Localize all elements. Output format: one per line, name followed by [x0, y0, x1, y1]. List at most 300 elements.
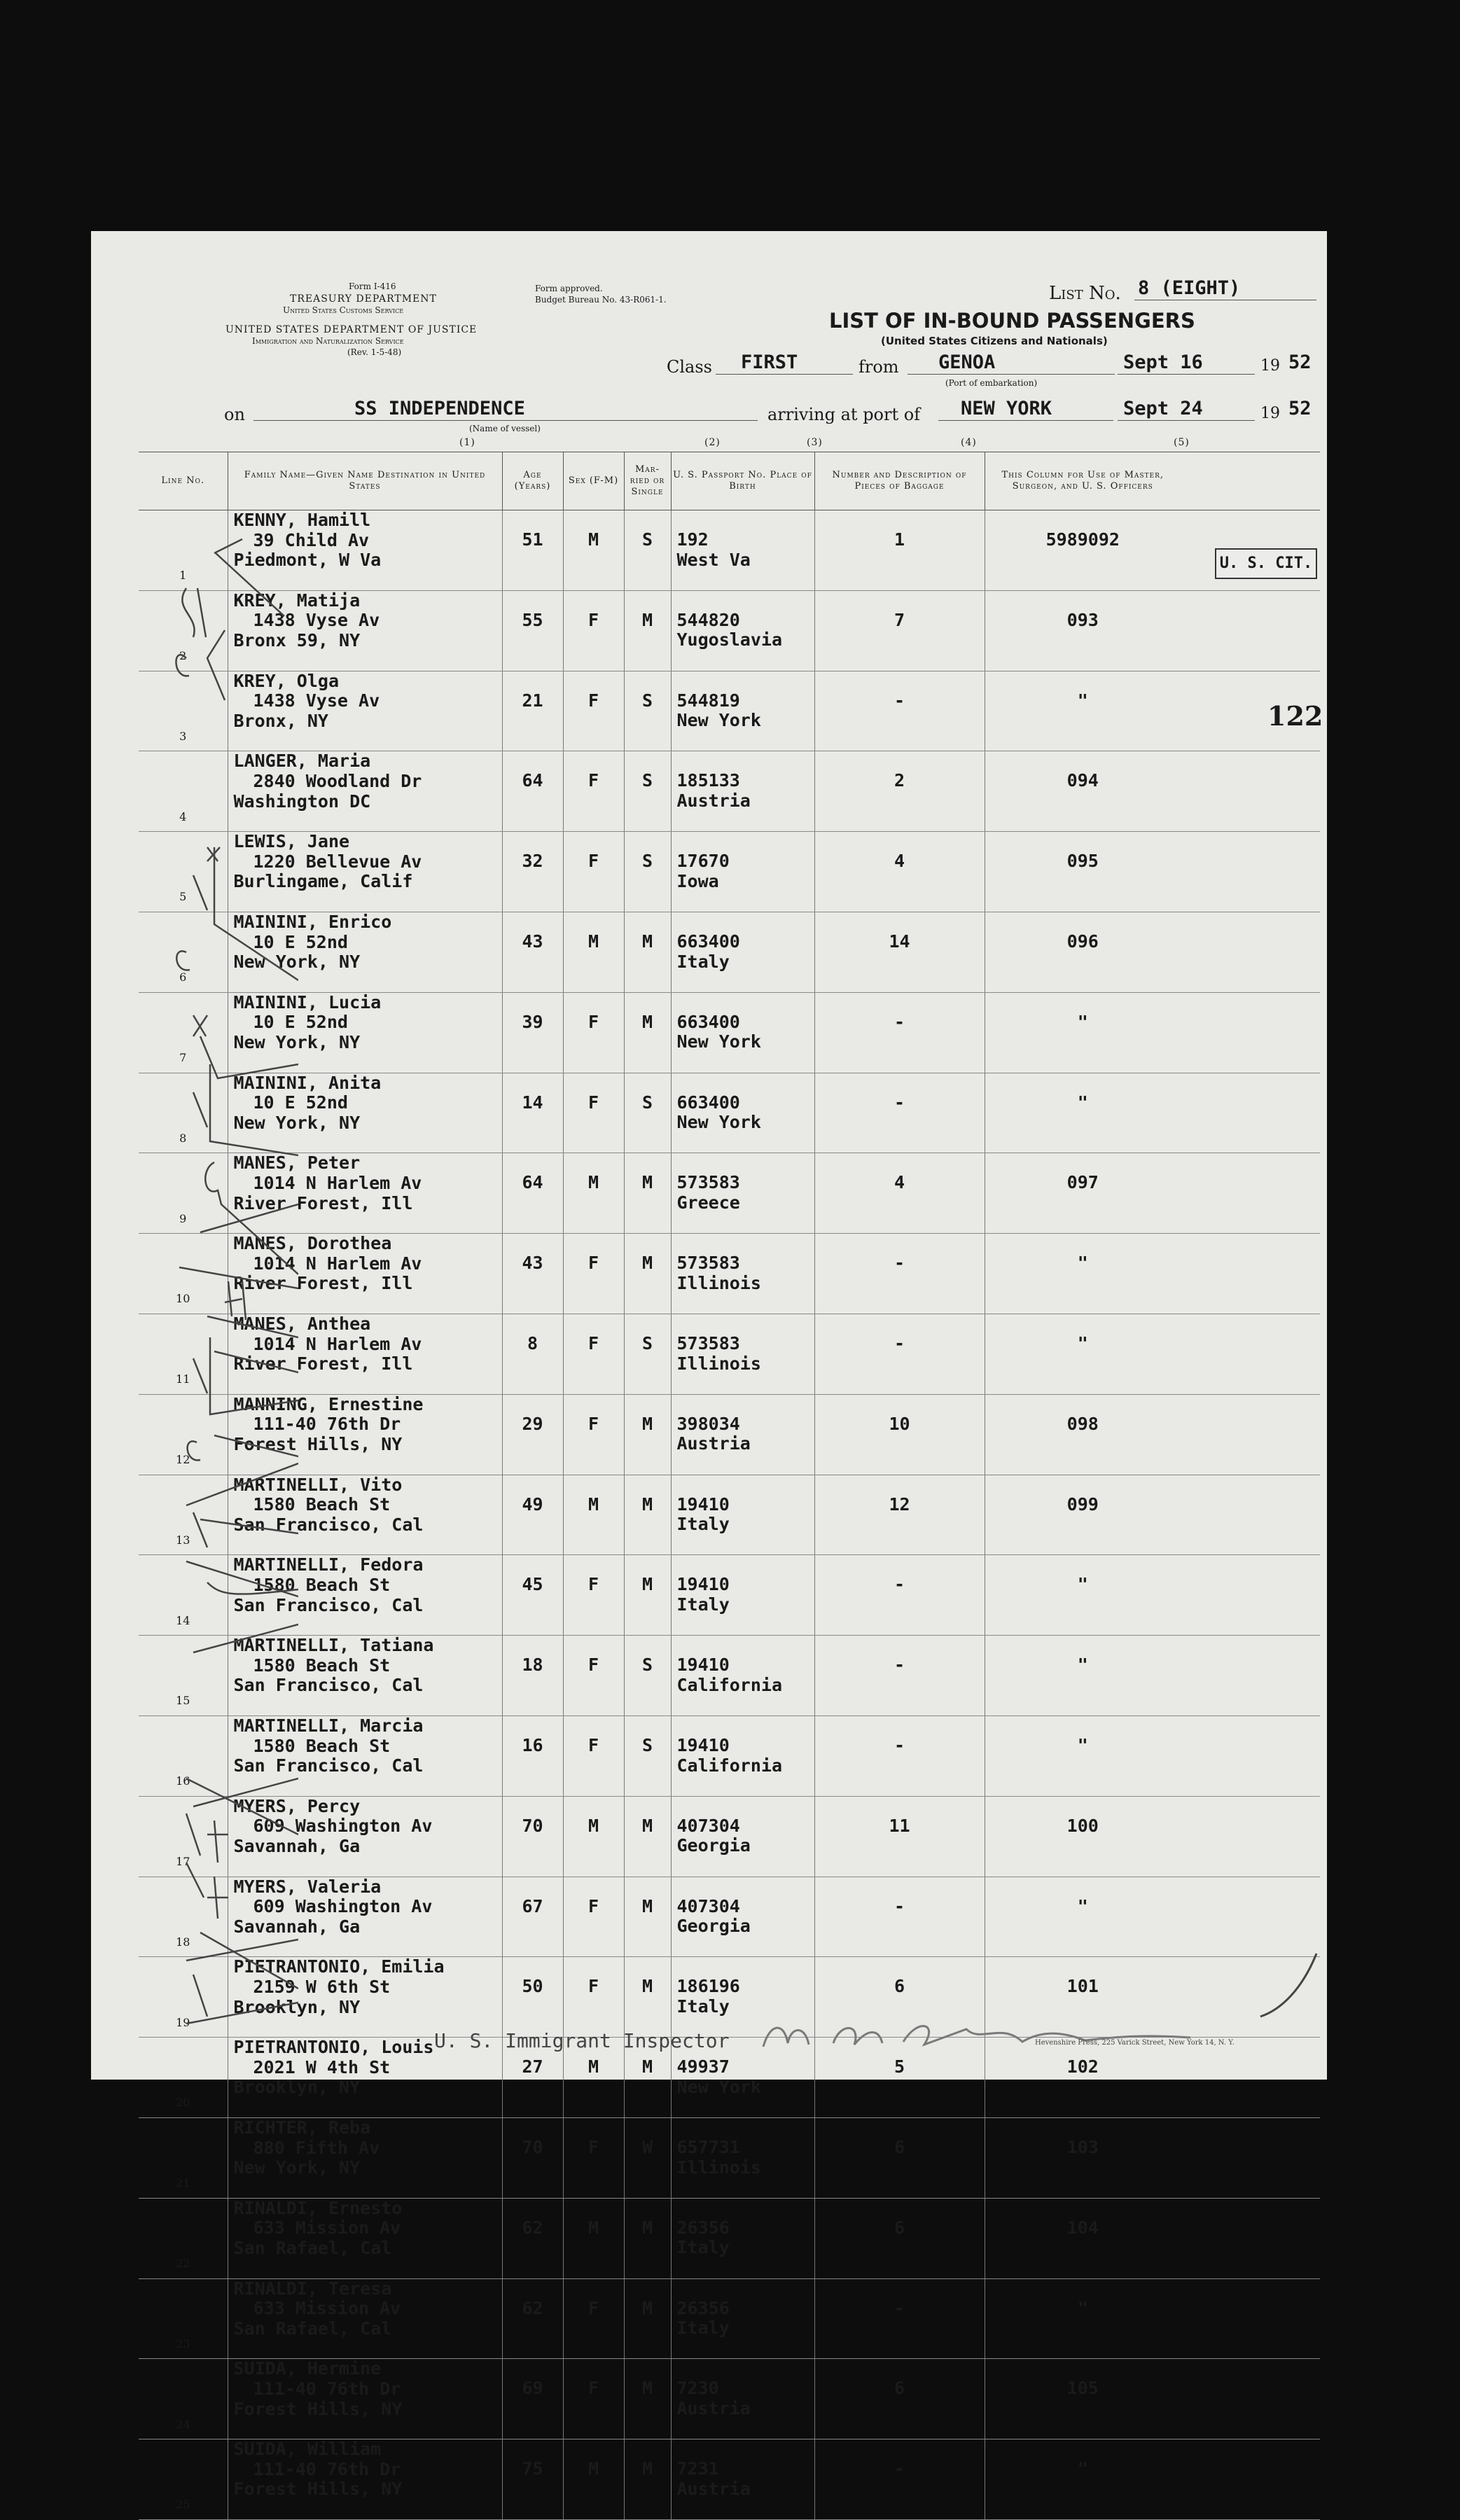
passenger-name: SUIDA, William	[233, 2439, 382, 2460]
age-cell: 49	[502, 1475, 563, 1555]
line-number: 17	[176, 1854, 190, 1868]
table-row	[139, 832, 1320, 912]
passenger-name: RICHTER, Reba	[233, 2117, 371, 2138]
line-number: 9	[179, 1211, 187, 1225]
passport-cell	[671, 590, 814, 671]
sex-cell: F	[563, 1715, 624, 1796]
passport-number: 407304	[676, 1895, 740, 1916]
address-line-2: Washington DC	[233, 791, 371, 812]
address-line-2: Piedmont, W Va	[233, 550, 382, 571]
from-value: GENOA	[938, 351, 996, 373]
age-cell: 27	[502, 2038, 563, 2118]
table-row	[139, 1715, 1320, 1796]
col-header-name: Family Name—Given Name Destination in United States	[228, 452, 502, 510]
sex-cell: F	[563, 1073, 624, 1153]
baggage-cell: 4	[814, 832, 985, 912]
doj-label: UNITED STATES DEPARTMENT OF JUSTICE	[225, 324, 478, 335]
name-cell	[228, 2278, 502, 2359]
sex-cell: F	[563, 1314, 624, 1394]
passenger-name: RINALDI, Teresa	[233, 2278, 392, 2299]
passport-number: 19410	[676, 1574, 730, 1595]
line-number: 2	[179, 649, 187, 662]
embark-caption: (Port of embarkation)	[945, 378, 1038, 388]
col-header-baggage: Number and Description of Pieces of Baggage	[814, 452, 985, 510]
officer-cell: 100	[985, 1796, 1181, 1877]
officer-cell: 094	[985, 751, 1181, 832]
line-number: 18	[176, 1935, 190, 1949]
baggage-cell: 12	[814, 1475, 985, 1555]
sex-cell: M	[563, 1796, 624, 1877]
passenger-name: MAININI, Lucia	[233, 991, 382, 1012]
list-no-label: List No.	[1049, 283, 1121, 304]
table-row	[139, 2359, 1320, 2439]
line-number: 11	[176, 1372, 190, 1386]
line-number-cell	[139, 2038, 228, 2118]
age-cell: 69	[502, 2359, 563, 2439]
margin-cell	[1181, 1877, 1320, 1957]
line-number-cell	[139, 2359, 228, 2439]
date-arrived: Sept 24	[1123, 398, 1203, 419]
age-cell: 70	[502, 2117, 563, 2198]
address-line-2: New York, NY	[233, 1031, 361, 1052]
baggage-cell: 1	[814, 510, 985, 591]
address-line-2: Savannah, Ga	[233, 1916, 361, 1937]
address-line-2: New York, NY	[233, 2157, 361, 2178]
birth-place: Illinois	[676, 1272, 761, 1293]
address-line-2: River Forest, Ill	[233, 1192, 413, 1213]
address-line-1: 1014 N Harlem Av	[253, 1172, 422, 1193]
line-number: 8	[179, 1131, 187, 1145]
address-line-1: 10 E 52nd	[253, 1092, 348, 1113]
address-line-2: Forest Hills, NY	[233, 2398, 403, 2419]
birth-place: New York	[676, 1112, 761, 1133]
line-number: 16	[176, 1774, 190, 1788]
table-row	[139, 1314, 1320, 1394]
line-number: 1	[179, 569, 187, 583]
table-row	[139, 2278, 1320, 2359]
passenger-table	[139, 452, 1320, 2520]
marital-cell: M	[624, 912, 671, 992]
passport-number: 192	[676, 529, 709, 550]
col-num-1: (1)	[459, 437, 475, 448]
address-line-1: 1438 Vyse Av	[253, 610, 380, 631]
margin-cell	[1181, 751, 1320, 832]
passport-cell	[671, 992, 814, 1073]
officer-cell: "	[985, 992, 1181, 1073]
signature-scribble	[756, 2015, 1204, 2057]
list-no-value: 8 (EIGHT)	[1138, 277, 1241, 299]
address-line-2: Bronx 59, NY	[233, 629, 361, 650]
name-cell	[228, 2198, 502, 2278]
sex-cell: M	[563, 1153, 624, 1234]
sex-cell: M	[563, 2038, 624, 2118]
officer-cell: 093	[985, 590, 1181, 671]
baggage-cell: 10	[814, 1394, 985, 1475]
baggage-cell: -	[814, 1877, 985, 1957]
class-value: FIRST	[741, 351, 798, 373]
age-cell: 70	[502, 1796, 563, 1877]
vessel-caption: (Name of vessel)	[469, 424, 541, 433]
margin-cell	[1181, 1555, 1320, 1636]
passport-number: 17670	[676, 851, 730, 872]
age-cell: 67	[502, 1877, 563, 1957]
officer-cell: "	[985, 1715, 1181, 1796]
birth-place: California	[676, 1755, 783, 1776]
passenger-name: SUIDA, Hermine	[233, 2358, 382, 2379]
passenger-name: PIETRANTONIO, Emilia	[233, 1956, 445, 1977]
page-subtitle: (United States Citizens and Nationals)	[881, 335, 1108, 347]
passenger-name: MANNING, Ernestine	[233, 1393, 424, 1414]
address-line-1: 609 Washington Av	[253, 1816, 433, 1837]
address-line-2: San Rafael, Cal	[233, 2237, 392, 2258]
address-line-2: San Rafael, Cal	[233, 2318, 392, 2339]
address-line-2: New York, NY	[233, 952, 361, 973]
sex-cell: F	[563, 2117, 624, 2198]
col-num-5: (5)	[1174, 437, 1190, 448]
line-number: 10	[176, 1292, 190, 1306]
margin-cell	[1181, 2278, 1320, 2359]
baggage-cell: -	[814, 2439, 985, 2520]
address-line-1: 2840 Woodland Dr	[253, 770, 422, 791]
passport-number: 663400	[676, 1092, 740, 1113]
baggage-cell: -	[814, 1073, 985, 1153]
table-row	[139, 2117, 1320, 2198]
passport-cell	[671, 510, 814, 591]
birth-place: Italy	[676, 1996, 730, 2017]
margin-cell	[1181, 1394, 1320, 1475]
passport-number: 49937	[676, 2056, 730, 2077]
age-cell: 29	[502, 1394, 563, 1475]
officer-cell: "	[985, 1234, 1181, 1314]
marital-cell: M	[624, 1796, 671, 1877]
officer-cell: "	[985, 2439, 1181, 2520]
baggage-cell: 6	[814, 2359, 985, 2439]
passport-cell	[671, 671, 814, 751]
baggage-cell: 6	[814, 2117, 985, 2198]
marital-cell: M	[624, 1394, 671, 1475]
arriving-label: arriving at port of	[767, 405, 921, 424]
age-cell: 50	[502, 1957, 563, 2038]
from-label: from	[858, 357, 899, 377]
sex-cell: M	[563, 2439, 624, 2520]
sex-cell: F	[563, 671, 624, 751]
address-line-1: 1438 Vyse Av	[253, 690, 380, 711]
baggage-cell: -	[814, 2278, 985, 2359]
address-line-2: River Forest, Ill	[233, 1353, 413, 1374]
table-row	[139, 1394, 1320, 1475]
passenger-name: LEWIS, Jane	[233, 831, 350, 852]
address-line-1: 1014 N Harlem Av	[253, 1333, 422, 1354]
year-2: 52	[1288, 398, 1312, 419]
address-line-1: 1580 Beach St	[253, 1494, 391, 1515]
margin-cell	[1181, 1475, 1320, 1555]
line-number: 7	[179, 1050, 187, 1064]
line-number: 6	[179, 970, 187, 984]
baggage-cell: 5	[814, 2038, 985, 2118]
rev-label: (Rev. 1-5-48)	[347, 347, 402, 357]
passport-number: 663400	[676, 1011, 740, 1032]
margin-cell	[1181, 832, 1320, 912]
passport-number: 544820	[676, 609, 740, 630]
marital-cell: S	[624, 832, 671, 912]
officer-cell: 5989092	[985, 510, 1181, 591]
margin-cell	[1181, 2198, 1320, 2278]
officer-cell: 105	[985, 2359, 1181, 2439]
passport-cell	[671, 751, 814, 832]
passport-number: 7231	[676, 2458, 719, 2479]
passport-number: 407304	[676, 1815, 740, 1836]
table-row	[139, 1475, 1320, 1555]
address-line-1: 1580 Beach St	[253, 1655, 391, 1676]
passport-cell	[671, 1475, 814, 1555]
year-1: 52	[1288, 351, 1312, 373]
baggage-cell: -	[814, 1555, 985, 1636]
address-line-2: Bronx, NY	[233, 710, 328, 731]
side-number: 122	[1267, 700, 1323, 732]
sex-cell: F	[563, 2278, 624, 2359]
baggage-cell: -	[814, 671, 985, 751]
officer-cell: 097	[985, 1153, 1181, 1234]
address-line-1: 1220 Bellevue Av	[253, 851, 422, 872]
officer-cell: 095	[985, 832, 1181, 912]
marital-cell: S	[624, 1636, 671, 1716]
passenger-name: KENNY, Hamill	[233, 510, 371, 530]
address-line-2: San Francisco, Cal	[233, 1594, 424, 1615]
margin-cell	[1181, 2359, 1320, 2439]
birth-place: Georgia	[676, 1916, 751, 1937]
birth-place: New York	[676, 1031, 761, 1052]
birth-place: Austria	[676, 2478, 751, 2499]
passport-number: 19410	[676, 1734, 730, 1755]
marital-cell: M	[624, 2359, 671, 2439]
address-line-2: Forest Hills, NY	[233, 1433, 403, 1454]
table-header-row	[139, 452, 1320, 510]
birth-place: Greece	[676, 1192, 740, 1213]
passenger-name: MYERS, Valeria	[233, 1876, 382, 1897]
table-row	[139, 590, 1320, 671]
passport-cell	[671, 1394, 814, 1475]
table-row	[139, 1796, 1320, 1877]
baggage-cell: -	[814, 1234, 985, 1314]
passport-number: 663400	[676, 931, 740, 952]
baggage-cell: 2	[814, 751, 985, 832]
baggage-cell: 4	[814, 1153, 985, 1234]
passport-cell	[671, 1234, 814, 1314]
col-header-passport: U. S. Passport No. Place of Birth	[671, 452, 814, 510]
baggage-cell: 6	[814, 2198, 985, 2278]
year-prefix-1: 19	[1260, 357, 1280, 375]
address-line-2: River Forest, Ill	[233, 1273, 413, 1294]
col-header-line: Line No.	[139, 452, 228, 510]
birth-place: Italy	[676, 1514, 730, 1535]
birth-place: Illinois	[676, 1353, 761, 1374]
sex-cell: F	[563, 992, 624, 1073]
passport-number: 398034	[676, 1413, 740, 1434]
line-number: 4	[179, 809, 187, 823]
margin-cell	[1181, 2439, 1320, 2520]
name-cell	[228, 2359, 502, 2439]
table-row	[139, 1877, 1320, 1957]
birth-place: Yugoslavia	[676, 629, 783, 650]
birth-place: Italy	[676, 2237, 730, 2258]
address-line-1: 1580 Beach St	[253, 1735, 391, 1756]
passport-cell	[671, 1877, 814, 1957]
year-prefix-2: 19	[1260, 405, 1280, 422]
baggage-cell: -	[814, 1715, 985, 1796]
inspector-label: U. S. Immigrant Inspector	[434, 2029, 730, 2052]
line-number: 25	[176, 2498, 190, 2512]
budget-bureau: Budget Bureau No. 43-R061-1.	[535, 295, 667, 305]
margin-cell	[1181, 1153, 1320, 1234]
address-line-1: 1014 N Harlem Av	[253, 1253, 422, 1274]
sex-cell: F	[563, 1394, 624, 1475]
table-row	[139, 751, 1320, 832]
line-number-cell	[139, 2198, 228, 2278]
marital-cell: S	[624, 1715, 671, 1796]
margin-cell	[1181, 2117, 1320, 2198]
passenger-name: MARTINELLI, Fedora	[233, 1554, 424, 1575]
passenger-name: KREY, Olga	[233, 670, 340, 691]
table-row	[139, 992, 1320, 1073]
age-cell: 51	[502, 510, 563, 591]
officer-cell: 099	[985, 1475, 1181, 1555]
passport-cell	[671, 1796, 814, 1877]
birth-place: New York	[676, 710, 761, 731]
passenger-name: MANES, Anthea	[233, 1313, 371, 1334]
age-cell: 14	[502, 1073, 563, 1153]
passenger-name: KREY, Matija	[233, 590, 361, 611]
officer-cell: "	[985, 1073, 1181, 1153]
sex-cell: M	[563, 2198, 624, 2278]
baggage-cell: 6	[814, 1957, 985, 2038]
table-row	[139, 1555, 1320, 1636]
age-cell: 43	[502, 1234, 563, 1314]
birth-place: New York	[676, 2076, 761, 2097]
tick-mark	[1253, 1947, 1323, 2031]
marital-cell: M	[624, 2198, 671, 2278]
sex-cell: F	[563, 751, 624, 832]
col-header-margin	[1181, 452, 1320, 510]
sex-cell: F	[563, 590, 624, 671]
form-approved: Form approved.	[535, 284, 603, 293]
age-cell: 18	[502, 1636, 563, 1716]
birth-place: Austria	[676, 1433, 751, 1454]
address-line-1: 10 E 52nd	[253, 931, 348, 952]
col-header-officers: This Column for Use of Master, Surgeon, and U. S. Officers	[985, 452, 1181, 510]
passport-number: 19410	[676, 1655, 730, 1676]
officer-cell: 104	[985, 2198, 1181, 2278]
line-number-cell	[139, 2439, 228, 2520]
col-num-2: (2)	[704, 437, 721, 448]
birth-place: West Va	[676, 549, 751, 570]
passport-number: 185133	[676, 770, 740, 791]
col-header-age: Age (Years)	[502, 452, 563, 510]
marital-cell: M	[624, 992, 671, 1073]
date-sailed: Sept 16	[1123, 351, 1203, 373]
passport-number: 544819	[676, 690, 740, 711]
passenger-name: MARTINELLI, Tatiana	[233, 1635, 434, 1656]
table-row	[139, 2198, 1320, 2278]
age-cell: 55	[502, 590, 563, 671]
birth-place: Austria	[676, 2397, 751, 2418]
line-number: 20	[176, 2096, 190, 2110]
port-value: NEW YORK	[961, 398, 1052, 419]
marital-cell: M	[624, 1475, 671, 1555]
officer-cell: 103	[985, 2117, 1181, 2198]
treasury-dept: TREASURY DEPARTMENT	[290, 293, 437, 305]
address-line-1: 111-40 76th Dr	[253, 2378, 401, 2399]
address-line-2: Burlingame, Calif	[233, 871, 413, 892]
marital-cell: M	[624, 1555, 671, 1636]
sex-cell: F	[563, 1234, 624, 1314]
passenger-name: PIETRANTONIO, Louis	[233, 2037, 434, 2058]
passport-cell	[671, 832, 814, 912]
marital-cell: M	[624, 2278, 671, 2359]
name-cell	[228, 2117, 502, 2198]
birth-place: Illinois	[676, 2157, 761, 2178]
officer-cell: "	[985, 671, 1181, 751]
customs-service: United States Customs Service	[283, 305, 404, 315]
address-line-2: Brooklyn, NY	[233, 1996, 361, 2017]
age-cell: 32	[502, 832, 563, 912]
line-number: 15	[176, 1694, 190, 1708]
address-line-2: New York, NY	[233, 1112, 361, 1133]
passenger-name: LANGER, Maria	[233, 751, 371, 772]
address-line-1: 111-40 76th Dr	[253, 1414, 401, 1435]
passport-cell	[671, 2198, 814, 2278]
baggage-cell: 14	[814, 912, 985, 992]
officer-cell: "	[985, 1877, 1181, 1957]
table-row	[139, 1153, 1320, 1234]
address-line-2: San Francisco, Cal	[233, 1675, 424, 1696]
passport-cell	[671, 1555, 814, 1636]
passport-number: 573583	[676, 1332, 740, 1353]
passenger-name: MARTINELLI, Vito	[233, 1474, 403, 1495]
line-number: 5	[179, 890, 187, 904]
sex-cell: M	[563, 912, 624, 992]
passport-cell	[671, 2117, 814, 2198]
age-cell: 62	[502, 2278, 563, 2359]
sex-cell: M	[563, 510, 624, 591]
age-cell: 43	[502, 912, 563, 992]
officer-cell: 096	[985, 912, 1181, 992]
address-line-2: Forest Hills, NY	[233, 2479, 403, 2500]
vessel-name: SS INDEPENDENCE	[354, 398, 525, 419]
address-line-1: 2159 W 6th St	[253, 1976, 391, 1997]
passenger-name: MANES, Dorothea	[233, 1233, 392, 1254]
address-line-1: 880 Fifth Av	[253, 2137, 380, 2158]
margin-cell	[1181, 1715, 1320, 1796]
address-line-1: 633 Mission Av	[253, 2298, 401, 2319]
address-line-1: 39 Child Av	[253, 529, 370, 550]
passport-cell	[671, 1715, 814, 1796]
age-cell: 8	[502, 1314, 563, 1394]
marital-cell: M	[624, 1234, 671, 1314]
officer-cell: "	[985, 1314, 1181, 1394]
form-number: Form I-416	[349, 281, 396, 291]
passport-number: 19410	[676, 1494, 730, 1515]
passenger-name: RINALDI, Ernesto	[233, 2197, 403, 2218]
address-line-2: Savannah, Ga	[233, 1835, 361, 1856]
address-line-1: 1580 Beach St	[253, 1574, 391, 1595]
marital-cell: W	[624, 2117, 671, 2198]
sex-cell: F	[563, 832, 624, 912]
line-number-cell	[139, 2117, 228, 2198]
passport-cell	[671, 2439, 814, 2520]
birth-place: Italy	[676, 1594, 730, 1615]
passport-number: 657731	[676, 2136, 740, 2157]
passport-number: 573583	[676, 1172, 740, 1193]
